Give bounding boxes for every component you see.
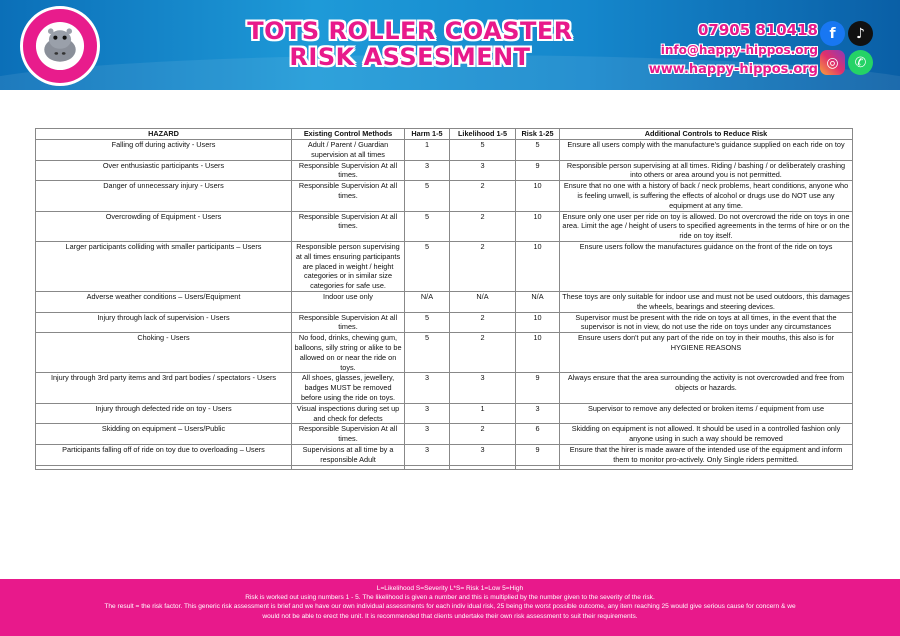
existing-controls-cell: Responsible Supervision At all times. xyxy=(292,424,405,445)
hazard-cell: Participants falling off of ride on toy due to overloading – Users xyxy=(36,444,292,465)
likelihood-cell: 2 xyxy=(450,241,516,291)
hazard-cell: Falling off during activity - Users xyxy=(36,140,292,161)
harm-cell: 5 xyxy=(405,333,450,373)
happy-hippos-logo xyxy=(20,6,100,86)
additional-controls-cell: Skidding on equipment is not allowed. It should be used in a controlled fashion only anyone using in such a way should be removed xyxy=(560,424,853,445)
hazard-cell: Larger participants colliding with smaller participants – Users xyxy=(36,241,292,291)
likelihood-cell: 3 xyxy=(450,160,516,181)
harm-cell: 3 xyxy=(405,373,450,403)
additional-controls-cell: Ensure all users comply with the manufacture's guidance supplied on each ride on toy xyxy=(560,140,853,161)
risk-cell: 10 xyxy=(516,211,560,241)
risk-cell: 5 xyxy=(516,140,560,161)
table-row xyxy=(36,241,853,291)
additional-controls-cell: Supervisor must be present with the ride on toys at all times, in the event that the supervisor is not in view, do not use the ride on toys under any circumstances xyxy=(560,312,853,333)
risk-cell: 10 xyxy=(516,241,560,291)
footer-line-4: would not be able to erect the unit. It is recommended that clients undertake their own risk assessment to suit their requirements. xyxy=(262,612,638,620)
header-banner xyxy=(0,0,900,90)
existing-controls-cell: Visual inspections during set up and check for defects xyxy=(292,403,405,424)
contact-block xyxy=(649,20,818,80)
whatsapp-icon[interactable]: ✆ xyxy=(848,50,873,75)
website-url: www.happy-hippos.org xyxy=(648,62,818,77)
hazard-cell: Overcrowding of Equipment - Users xyxy=(36,211,292,241)
existing-controls-cell: Responsible Supervision At all times. xyxy=(292,181,405,211)
likelihood-cell: 2 xyxy=(450,211,516,241)
footer-notes xyxy=(0,579,900,636)
table-row xyxy=(36,140,853,161)
hippo-logo-icon xyxy=(23,9,97,83)
additional-controls-cell: Ensure that no one with a history of back / neck problems, heart conditions, anyone who is feeling unwell, is suffering the effects of alcohol or drugs use do NOT use any equipment at any time. xyxy=(560,181,853,211)
likelihood-cell: 2 xyxy=(450,333,516,373)
harm-cell: 5 xyxy=(405,312,450,333)
hazard-cell: Choking - Users xyxy=(36,333,292,373)
risk-table-container xyxy=(35,128,852,470)
likelihood-cell: N/A xyxy=(450,291,516,312)
additional-controls-cell: Ensure only one user per ride on toy is allowed. Do not overcrowd the ride on toys in one area. Limit the age / height of users to specified agreements in the terms of hire or on the ride on toy itself. xyxy=(560,211,853,241)
empty-cell xyxy=(560,465,853,469)
risk-cell: 10 xyxy=(516,312,560,333)
table-row xyxy=(36,181,853,211)
likelihood-cell: 1 xyxy=(450,403,516,424)
existing-controls-cell: Supervisions at all time by a responsible Adult xyxy=(292,444,405,465)
harm-cell: 1 xyxy=(405,140,450,161)
table-row xyxy=(36,333,853,373)
risk-cell: N/A xyxy=(516,291,560,312)
additional-controls-cell: Ensure that the hirer is made aware of the intended use of the equipment and inform them to monitor pro-actively. Only Single riders permitted. xyxy=(560,444,853,465)
existing-controls-cell: Responsible Supervision At all times. xyxy=(292,211,405,241)
harm-cell: 5 xyxy=(405,181,450,211)
risk-cell: 3 xyxy=(516,403,560,424)
header-hazard: HAZARD xyxy=(36,129,292,140)
likelihood-cell: 2 xyxy=(450,424,516,445)
harm-cell: 3 xyxy=(405,403,450,424)
additional-controls-cell: Always ensure that the area surrounding the activity is not overcrowded and free from objects or hazards. xyxy=(560,373,853,403)
hazard-cell: Adverse weather conditions – Users/Equipment xyxy=(36,291,292,312)
table-row xyxy=(36,160,853,181)
existing-controls-cell: Indoor use only xyxy=(292,291,405,312)
harm-cell: 3 xyxy=(405,424,450,445)
likelihood-cell: 3 xyxy=(450,444,516,465)
hazard-cell: Injury through 3rd party items and 3rd part bodies / spectators - Users xyxy=(36,373,292,403)
existing-controls-cell: Responsible Supervision At all times. xyxy=(292,312,405,333)
table-row xyxy=(36,403,853,424)
table-row xyxy=(36,444,853,465)
empty-cell xyxy=(292,465,405,469)
header-likelihood: Likelihood 1-5 xyxy=(450,129,516,140)
footer-line-3: The result = the risk factor. This generic risk assessment is brief and we have our own individual assessments for each indiv idual risk, 25 being the worst possible outcome, any item reaching 25 would give serious cause for concern & we xyxy=(104,603,796,611)
additional-controls-cell: Supervisor to remove any defected or broken items / equipment from use xyxy=(560,403,853,424)
table-row xyxy=(36,291,853,312)
likelihood-cell: 5 xyxy=(450,140,516,161)
existing-controls-cell: All shoes, glasses, jewellery, badges MUST be removed before using the ride on toys. xyxy=(292,373,405,403)
hazard-cell: Over enthusiastic participants - Users xyxy=(36,160,292,181)
risk-cell: 10 xyxy=(516,333,560,373)
title-line-2: RISK ASSESMENT xyxy=(289,43,531,71)
existing-controls-cell: Responsible person supervising at all times ensuring participants are placed in weight / height categories or in similar size categories for safe use. xyxy=(292,241,405,291)
table-row xyxy=(36,211,853,241)
harm-cell: 3 xyxy=(405,444,450,465)
harm-cell: 3 xyxy=(405,160,450,181)
risk-cell: 10 xyxy=(516,181,560,211)
header-harm: Harm 1-5 xyxy=(405,129,450,140)
likelihood-cell: 3 xyxy=(450,373,516,403)
table-header-row xyxy=(36,129,853,140)
empty-cell xyxy=(450,465,516,469)
footer-line-2: Risk is worked out using numbers 1 - 5. The likelihood is given a number and this is multiplied by the number given to the severity of the risk. xyxy=(245,594,655,602)
additional-controls-cell: These toys are only suitable for indoor use and must not be used outdoors, this damages the wheels, bearings and steering devices. xyxy=(560,291,853,312)
facebook-icon[interactable]: f xyxy=(820,21,845,46)
document-title xyxy=(230,18,590,70)
existing-controls-cell: Responsible Supervision At all times. xyxy=(292,160,405,181)
header-risk: Risk 1-25 xyxy=(516,129,560,140)
existing-controls-cell: Adult / Parent / Guardian supervision at all times xyxy=(292,140,405,161)
email-address: info@happy-hippos.org xyxy=(660,43,818,57)
header-existing-controls: Existing Control Methods xyxy=(292,129,405,140)
tiktok-icon[interactable]: ♪ xyxy=(848,21,873,46)
hazard-cell: Injury through lack of supervision - Users xyxy=(36,312,292,333)
table-body xyxy=(36,140,853,470)
risk-cell: 6 xyxy=(516,424,560,445)
additional-controls-cell: Responsible person supervising at all times. Riding / bashing / or deliberately crashing into others or area around you is not permitted. xyxy=(560,160,853,181)
hazard-cell: Injury through defected ride on toy - Users xyxy=(36,403,292,424)
harm-cell: 5 xyxy=(405,211,450,241)
empty-cell xyxy=(405,465,450,469)
hazard-cell: Skidding on equipment – Users/Public xyxy=(36,424,292,445)
likelihood-cell: 2 xyxy=(450,181,516,211)
footer-line-1: L=Likelihood S=Severity L*S= Risk 1=Low 5=High xyxy=(376,585,524,592)
likelihood-cell: 2 xyxy=(450,312,516,333)
risk-cell: 9 xyxy=(516,160,560,181)
header-additional-controls: Additional Controls to Reduce Risk xyxy=(560,129,853,140)
hazard-cell: Danger of unnecessary injury - Users xyxy=(36,181,292,211)
risk-cell: 9 xyxy=(516,444,560,465)
table-row xyxy=(36,373,853,403)
table-row xyxy=(36,312,853,333)
existing-controls-cell: No food, drinks, chewing gum, balloons, silly string or alike to be allowed on or near the ride on toys. xyxy=(292,333,405,373)
instagram-icon[interactable]: ◎ xyxy=(820,50,845,75)
harm-cell: N/A xyxy=(405,291,450,312)
additional-controls-cell: Ensure users don't put any part of the ride on toy in their mouths, this also is for HYGIENE REASONS xyxy=(560,333,853,373)
empty-cell xyxy=(36,465,292,469)
title-line-1: TOTS ROLLER COASTER xyxy=(247,17,573,45)
additional-controls-cell: Ensure users follow the manufactures guidance on the front of the ride on toys xyxy=(560,241,853,291)
empty-cell xyxy=(516,465,560,469)
risk-assessment-table xyxy=(35,128,853,470)
table-row xyxy=(36,424,853,445)
table-row-empty xyxy=(36,465,853,469)
phone-number: 07905 810418 xyxy=(697,21,818,39)
harm-cell: 5 xyxy=(405,241,450,291)
risk-cell: 9 xyxy=(516,373,560,403)
